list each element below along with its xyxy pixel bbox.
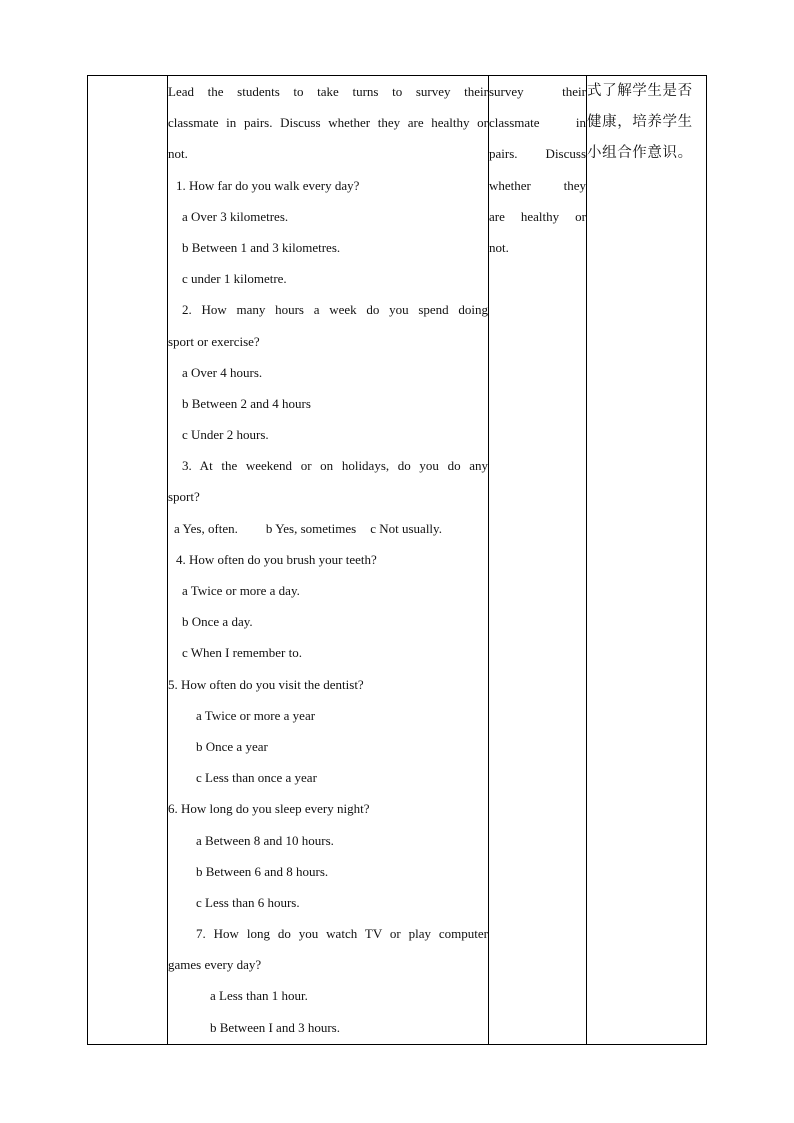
student-activity-line-5: are healthy or xyxy=(489,208,586,224)
question-4-option-a: a Twice or more a day. xyxy=(182,583,300,598)
table-row xyxy=(88,76,707,1045)
question-4-option-b: b Once a day. xyxy=(182,614,253,630)
question-2-option-a: a Over 4 hours. xyxy=(182,364,263,380)
student-activity-line-3: pairs. Discuss xyxy=(489,146,586,162)
question-7-option-b: b Between I and 3 hours. xyxy=(210,1019,340,1035)
intro-line-1: Lead the students to take turns to survey their xyxy=(168,84,488,99)
purpose-line-3: 小组合作意识。 xyxy=(587,145,693,162)
question-1-option-b: b Between 1 and 3 kilometres. xyxy=(182,239,341,255)
question-6-option-a: a Between 8 and 10 hours. xyxy=(196,832,334,848)
question-2-line-1: 2. How many hours a week do you spend doing xyxy=(182,302,488,318)
lesson-plan-table xyxy=(87,75,707,1045)
question-5-option-a: a Twice or more a year xyxy=(196,707,316,723)
question-3-line-1: 3. At the weekend or on holidays, do you do any xyxy=(182,458,488,474)
stage-cell xyxy=(88,76,168,1045)
question-1-option-a: a Over 3 kilometres. xyxy=(182,208,289,224)
question-7-option-a: a Less than 1 hour. xyxy=(210,988,308,1004)
question-1-option-c: c under 1 kilometre. xyxy=(182,271,287,287)
question-6-option-c: c Less than 6 hours. xyxy=(196,894,300,910)
question-1: 1. How far do you walk every day? xyxy=(176,177,360,193)
question-5-option-b: b Once a year xyxy=(196,738,268,754)
question-3-line-2: sport? xyxy=(168,489,200,505)
question-4-option-c: c When I remember to. xyxy=(182,645,302,661)
student-activity-line-4: whether they xyxy=(489,177,586,193)
question-2-option-c: c Under 2 hours. xyxy=(182,427,269,443)
question-5-option-c: c Less than once a year xyxy=(196,770,317,786)
question-3-options xyxy=(168,513,488,544)
purpose-line-1: 式了解学生是否 xyxy=(587,83,693,99)
question-2-line-2: sport or exercise? xyxy=(168,333,260,349)
purpose-cell xyxy=(587,76,707,1045)
question-7-line-1: 7. How long do you watch TV or play computer xyxy=(196,926,488,942)
intro-line-3: not. xyxy=(168,146,188,162)
student-activity-line-6: not. xyxy=(489,239,509,255)
question-2-option-b: b Between 2 and 4 hours xyxy=(182,395,311,411)
student-activity-line-1: survey their xyxy=(489,84,586,99)
purpose-line-2: 健康，培养学生 xyxy=(587,114,693,131)
question-6: 6. How long do you sleep every night? xyxy=(168,801,370,817)
question-4: 4. How often do you brush your teeth? xyxy=(176,551,377,567)
question-3-option-a: a Yes, often. xyxy=(174,520,238,536)
question-5: 5. How often do you visit the dentist? xyxy=(168,676,364,692)
student-activity-line-2: classmate in xyxy=(489,115,586,131)
student-activity-cell xyxy=(489,76,587,1045)
intro-line-2: classmate in pairs. Discuss whether they are healthy or xyxy=(168,115,488,131)
question-7-line-2: games every day? xyxy=(168,957,262,973)
teacher-activity-cell xyxy=(168,76,489,1045)
question-3-option-c: c Not usually. xyxy=(370,520,442,536)
question-6-option-b: b Between 6 and 8 hours. xyxy=(196,863,329,879)
question-3-option-b: b Yes, sometimes xyxy=(265,520,357,536)
